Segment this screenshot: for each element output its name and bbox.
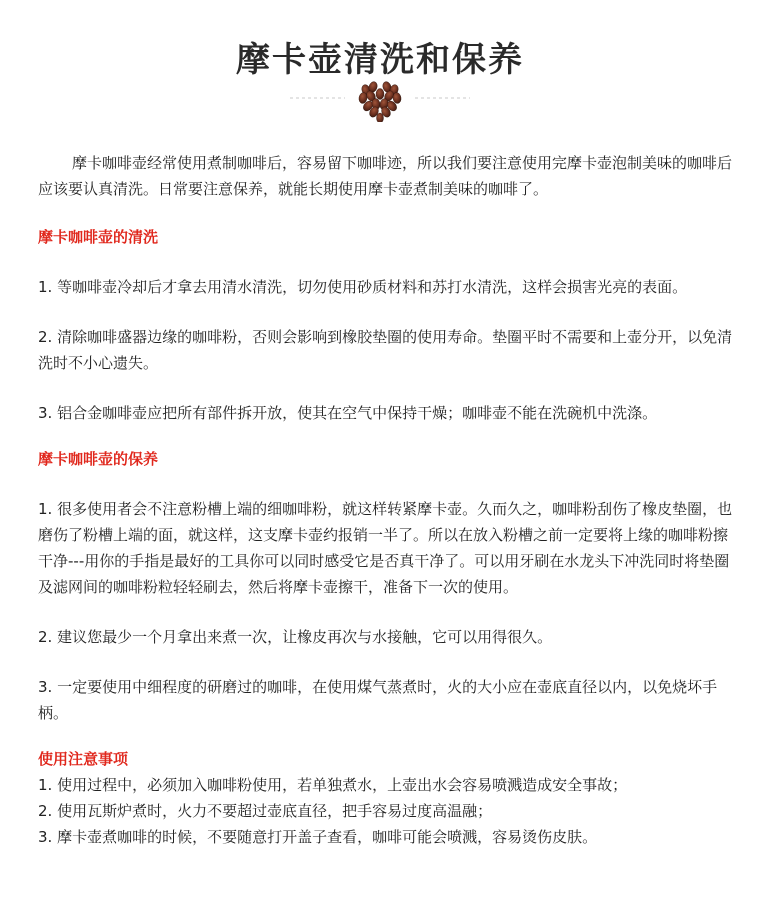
section-heading-cleaning: 摩卡咖啡壶的清洗	[38, 228, 159, 246]
article-body	[38, 150, 738, 850]
maintenance-item-2: 2. 建议您最少一个月拿出来煮一次，让橡皮再次与水接触，它可以用得很久。	[38, 628, 553, 646]
maintenance-item-3: 3. 一定要使用中细程度的研磨过的咖啡，在使用煤气蒸煮时，火的大小应在壶底直径以内，以免烧坏手柄。	[38, 678, 718, 722]
cleaning-item-1: 1. 等咖啡壶冷却后才拿去用清水清洗，切勿使用砂质材料和苏打水清洗，这样会损害光亮的表面。	[38, 278, 688, 296]
notes-item-1: 1. 使用过程中，必须加入咖啡粉使用，若单独煮水，上壶出水会容易喷溅造成安全事故；	[38, 776, 628, 794]
cleaning-item-3: 3. 铝合金咖啡壶应把所有部件拆开放，使其在空气中保持干燥；咖啡壶不能在洗碗机中洗涤。	[38, 404, 658, 422]
notes-item-2: 2. 使用瓦斯炉煮时，火力不要超过壶底直径，把手容易过度高温融；	[38, 802, 493, 820]
coffee-bean-heart-icon	[358, 80, 402, 122]
page-title: 摩卡壶清洗和保养	[236, 40, 524, 80]
intro-paragraph: 摩卡咖啡壶经常使用煮制咖啡后，容易留下咖啡迹，所以我们要注意使用完摩卡壶泡制美味的咖啡后应该要认真清洗。日常要注意保养，就能长期使用摩卡壶煮制美味的咖啡了。	[38, 154, 733, 198]
section-heading-maintenance: 摩卡咖啡壶的保养	[38, 450, 159, 468]
title-divider	[40, 72, 720, 122]
cleaning-item-2: 2. 清除咖啡盛器边缘的咖啡粉，否则会影响到橡胶垫圈的使用寿命。垫圈平时不需要和上壶分开，以免清洗时不小心遗失。	[38, 328, 733, 372]
section-heading-notes: 使用注意事项	[38, 750, 129, 768]
notes-item-3: 3. 摩卡壶煮咖啡的时候，不要随意打开盖子查看，咖啡可能会喷溅，容易烫伤皮肤。	[38, 828, 598, 846]
maintenance-item-1: 1. 很多使用者会不注意粉槽上端的细咖啡粉，就这样转紧摩卡壶。久而久之，咖啡粉刮伤了橡皮垫圈，也磨伤了粉槽上端的面，就这样，这支摩卡壶约报销一半了。所以在放入粉槽之前一定要将上缘的咖啡粉擦干净---用你的手指是最好的工具你可以同时感受它是否真干净了。可以用牙刷在水龙头下冲洗同时将垫圈及滤网间的咖啡粉粒轻轻刷去，然后将摩卡壶擦干，准备下一次的使用。	[38, 500, 733, 596]
